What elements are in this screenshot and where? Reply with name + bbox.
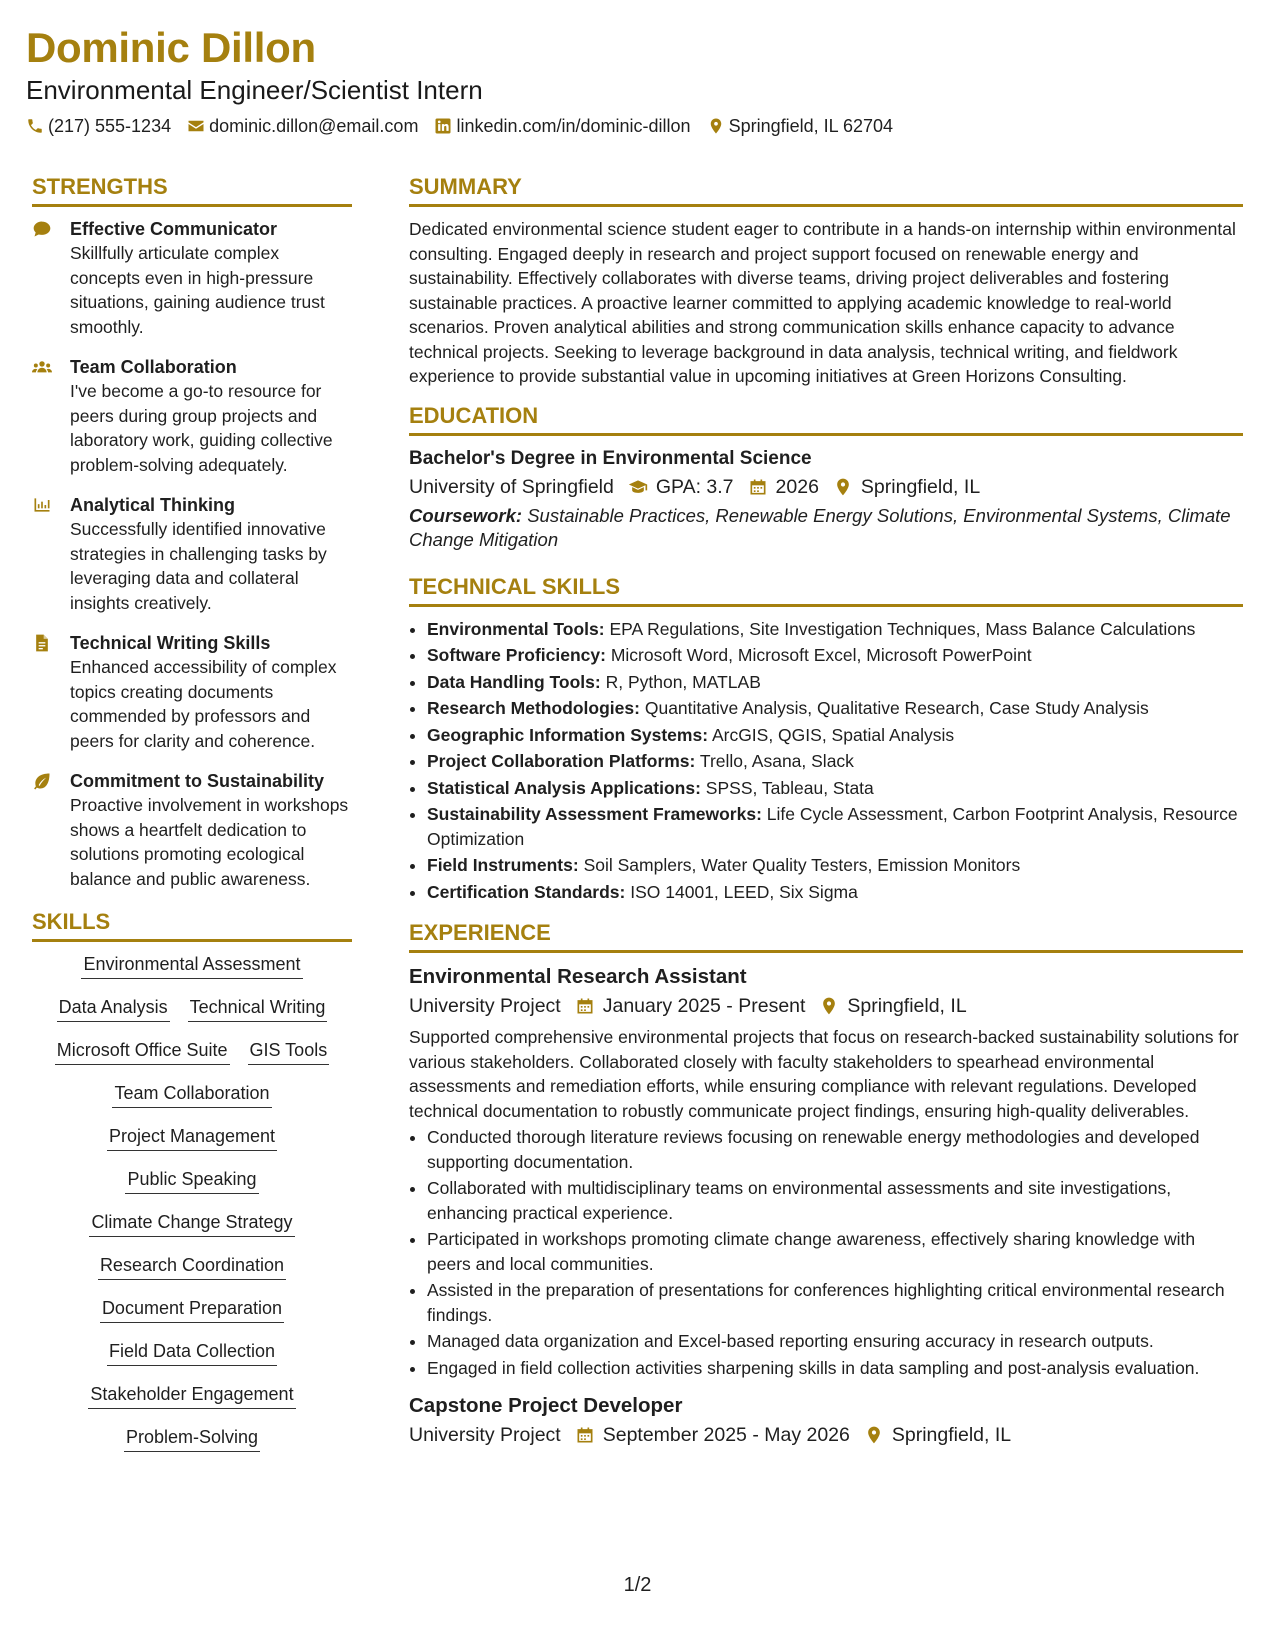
users-icon bbox=[32, 357, 52, 377]
leaf-icon bbox=[32, 771, 52, 791]
skill-tag: Problem-Solving bbox=[124, 1425, 260, 1452]
list-item: • Participated in workshops promoting climate change awareness, effectively sharing knowledge with peers and local communities. bbox=[427, 1227, 1243, 1276]
bar-chart-icon bbox=[32, 495, 52, 515]
list-item: • Certification Standards: ISO 14001, LEED, Six Sigma bbox=[427, 880, 1243, 905]
strength-item bbox=[32, 355, 352, 477]
linkedin-text: linkedin.com/in/dominic-dillon bbox=[456, 116, 691, 136]
job-title: Capstone Project Developer bbox=[409, 1394, 683, 1417]
list-item: • Sustainability Assessment Frameworks: Life Cycle Assessment, Carbon Footprint Analysis, Resource Optimization bbox=[427, 802, 1243, 851]
skill-tag: Research Coordination bbox=[98, 1253, 286, 1280]
resume-header bbox=[26, 22, 1246, 138]
job-dates: January 2025 - Present bbox=[602, 995, 806, 1017]
skills-tags bbox=[32, 952, 352, 1468]
job-dates: September 2025 - May 2026 bbox=[602, 1424, 850, 1446]
job-entry bbox=[409, 1392, 1243, 1450]
right-column bbox=[409, 172, 1243, 1462]
job-org: University Project bbox=[409, 1424, 561, 1446]
strength-title: Effective Communicator bbox=[70, 219, 278, 239]
strength-desc: Successfully identified innovative strategies in challenging tasks by leveraging data and collateral insights creatively. bbox=[70, 519, 327, 613]
strength-desc: Proactive involvement in workshops shows a heartfelt dedication to solutions promoting ecological balance and public awareness. bbox=[70, 795, 349, 889]
coursework-list: Sustainable Practices, Renewable Energy Solutions, Environmental Systems, Climate Change Mitigation bbox=[409, 504, 1231, 550]
calendar-icon bbox=[575, 996, 595, 1016]
skill-tag: Field Data Collection bbox=[107, 1339, 277, 1366]
strength-item bbox=[32, 493, 352, 615]
skill-tag: Environmental Assessment bbox=[81, 952, 302, 979]
job-location: Springfield, IL bbox=[847, 995, 967, 1017]
map-pin-icon bbox=[833, 477, 853, 497]
contact-bar bbox=[26, 114, 1246, 138]
list-item: • Environmental Tools: EPA Regulations, Site Investigation Techniques, Mass Balance Calculations bbox=[427, 617, 1243, 642]
gpa-text: GPA: 3.7 bbox=[655, 475, 734, 498]
calendar-icon bbox=[575, 1425, 595, 1445]
experience-heading: EXPERIENCE bbox=[409, 918, 1243, 953]
strength-title: Commitment to Sustainability bbox=[70, 771, 325, 791]
education-heading: EDUCATION bbox=[409, 401, 1243, 436]
contact-location bbox=[707, 114, 893, 138]
map-pin-icon bbox=[707, 117, 725, 135]
list-item: • Managed data organization and Excel-based reporting ensuring accuracy in research outputs. bbox=[427, 1329, 1243, 1354]
speech-bubble-icon bbox=[32, 219, 52, 239]
page-number: 1/2 bbox=[623, 1574, 652, 1596]
candidate-name: Dominic Dillon bbox=[26, 24, 316, 71]
contact-email[interactable] bbox=[187, 114, 418, 138]
calendar-icon bbox=[748, 477, 768, 497]
candidate-title: Environmental Engineer/Scientist Intern bbox=[26, 75, 483, 105]
list-item: • Field Instruments: Soil Samplers, Water Quality Testers, Emission Monitors bbox=[427, 853, 1243, 878]
school-name: University of Springfield bbox=[409, 475, 614, 498]
school-location: Springfield, IL bbox=[860, 475, 981, 498]
grad-year: 2026 bbox=[775, 475, 819, 498]
job-meta bbox=[409, 1420, 1243, 1450]
list-item: • Conducted thorough literature reviews focusing on renewable energy methodologies and developed supporting documentation. bbox=[427, 1125, 1243, 1174]
phone-icon bbox=[26, 117, 44, 135]
location-text: Springfield, IL 62704 bbox=[728, 116, 894, 136]
skills-heading: SKILLS bbox=[32, 907, 352, 942]
envelope-icon bbox=[187, 117, 205, 135]
skill-tag: Public Speaking bbox=[125, 1167, 258, 1194]
strength-item bbox=[32, 769, 352, 891]
strength-title: Team Collaboration bbox=[70, 357, 237, 377]
contact-phone[interactable] bbox=[26, 114, 171, 138]
strength-title: Analytical Thinking bbox=[70, 495, 236, 515]
list-item: • Assisted in the preparation of presentations for conferences highlighting critical environmental research findings. bbox=[427, 1278, 1243, 1327]
list-item: • Data Handling Tools: R, Python, MATLAB bbox=[427, 670, 1243, 695]
strength-item bbox=[32, 217, 352, 339]
skill-tag: Microsoft Office Suite bbox=[55, 1038, 230, 1065]
skill-tag: GIS Tools bbox=[248, 1038, 330, 1065]
list-item: • Statistical Analysis Applications: SPSS, Tableau, Stata bbox=[427, 776, 1243, 801]
linkedin-icon bbox=[434, 117, 452, 135]
list-item: • Collaborated with multidisciplinary teams on environmental assessments and site investigations, enhancing practical experience. bbox=[427, 1176, 1243, 1225]
skill-tag: Team Collaboration bbox=[112, 1081, 271, 1108]
job-meta bbox=[409, 991, 1243, 1021]
map-pin-icon bbox=[864, 1425, 884, 1445]
strength-desc: Enhanced accessibility of complex topics creating documents commended by professors and peers for clarity and coherence. bbox=[70, 657, 337, 751]
job-entry bbox=[409, 963, 1243, 1380]
job-title: Environmental Research Assistant bbox=[409, 965, 747, 988]
job-bullets bbox=[409, 1125, 1243, 1380]
skill-tag: Data Analysis bbox=[57, 995, 170, 1022]
left-column bbox=[32, 172, 352, 1468]
list-item: • Geographic Information Systems: ArcGIS, QGIS, Spatial Analysis bbox=[427, 723, 1243, 748]
strength-title: Technical Writing Skills bbox=[70, 633, 271, 653]
job-org: University Project bbox=[409, 995, 561, 1017]
coursework-label: Coursework: bbox=[409, 504, 523, 526]
technical-skills-heading: TECHNICAL SKILLS bbox=[409, 572, 1243, 607]
skill-tag: Project Management bbox=[107, 1124, 277, 1151]
skill-tag: Document Preparation bbox=[100, 1296, 284, 1323]
phone-text: (217) 555-1234 bbox=[48, 116, 172, 136]
list-item: • Software Proficiency: Microsoft Word, Microsoft Excel, Microsoft PowerPoint bbox=[427, 643, 1243, 668]
email-text: dominic.dillon@email.com bbox=[209, 116, 419, 136]
strengths-heading: STRENGTHS bbox=[32, 172, 352, 207]
job-location: Springfield, IL bbox=[891, 1424, 1012, 1446]
strength-desc: I've become a go-to resource for peers during group projects and laboratory work, guiding collective problem-solving adequately. bbox=[70, 381, 333, 475]
skill-tag: Climate Change Strategy bbox=[89, 1210, 294, 1237]
contact-linkedin[interactable] bbox=[434, 114, 690, 138]
list-item: • Engaged in field collection activities sharpening skills in data sampling and post-analysis evaluation. bbox=[427, 1356, 1243, 1381]
list-item: • Project Collaboration Platforms: Trello, Asana, Slack bbox=[427, 749, 1243, 774]
summary-text: Dedicated environmental science student eager to contribute in a hands-on internship within environmental consulting. Engaged deeply in research and project support focused on renewable energy and sustainability. Effectively collaborates with diverse teams, driving project deliverables and fostering sustainable practices. A proactive learner committed to applying academic knowledge to real-world scenarios. Proven analytical abilities and strong communication skills enhance capacity to advance technical projects. Seeking to leverage background in data analysis, technical writing, and fieldwork experience to provide substantial value in upcoming initiatives at Green Horizons Consulting. bbox=[409, 219, 1236, 386]
strength-desc: Skillfully articulate complex concepts even in high-pressure situations, gaining audience trust smoothly. bbox=[70, 243, 325, 337]
strength-item bbox=[32, 631, 352, 753]
graduation-cap-icon bbox=[628, 477, 648, 497]
map-pin-icon bbox=[819, 996, 839, 1016]
skill-tag: Technical Writing bbox=[188, 995, 328, 1022]
education-meta bbox=[409, 472, 1243, 502]
skill-tag: Stakeholder Engagement bbox=[88, 1382, 295, 1409]
job-description: Supported comprehensive environmental projects that focus on research-backed sustainability solutions for various stakeholders. Collaborated closely with faculty stakeholders to spearhead environmental assessments and remediation efforts, while ensuring compliance with relevant regulations. Developed technical documentation to robustly communicate project findings, ensuring high-quality deliverables. bbox=[409, 1027, 1239, 1121]
list-item: • Research Methodologies: Quantitative Analysis, Qualitative Research, Case Study Analysis bbox=[427, 696, 1243, 721]
degree-title: Bachelor's Degree in Environmental Science bbox=[409, 447, 812, 469]
coursework bbox=[409, 504, 1243, 552]
technical-skills-list bbox=[409, 617, 1243, 905]
summary-heading: SUMMARY bbox=[409, 172, 1243, 207]
document-icon bbox=[32, 633, 52, 653]
